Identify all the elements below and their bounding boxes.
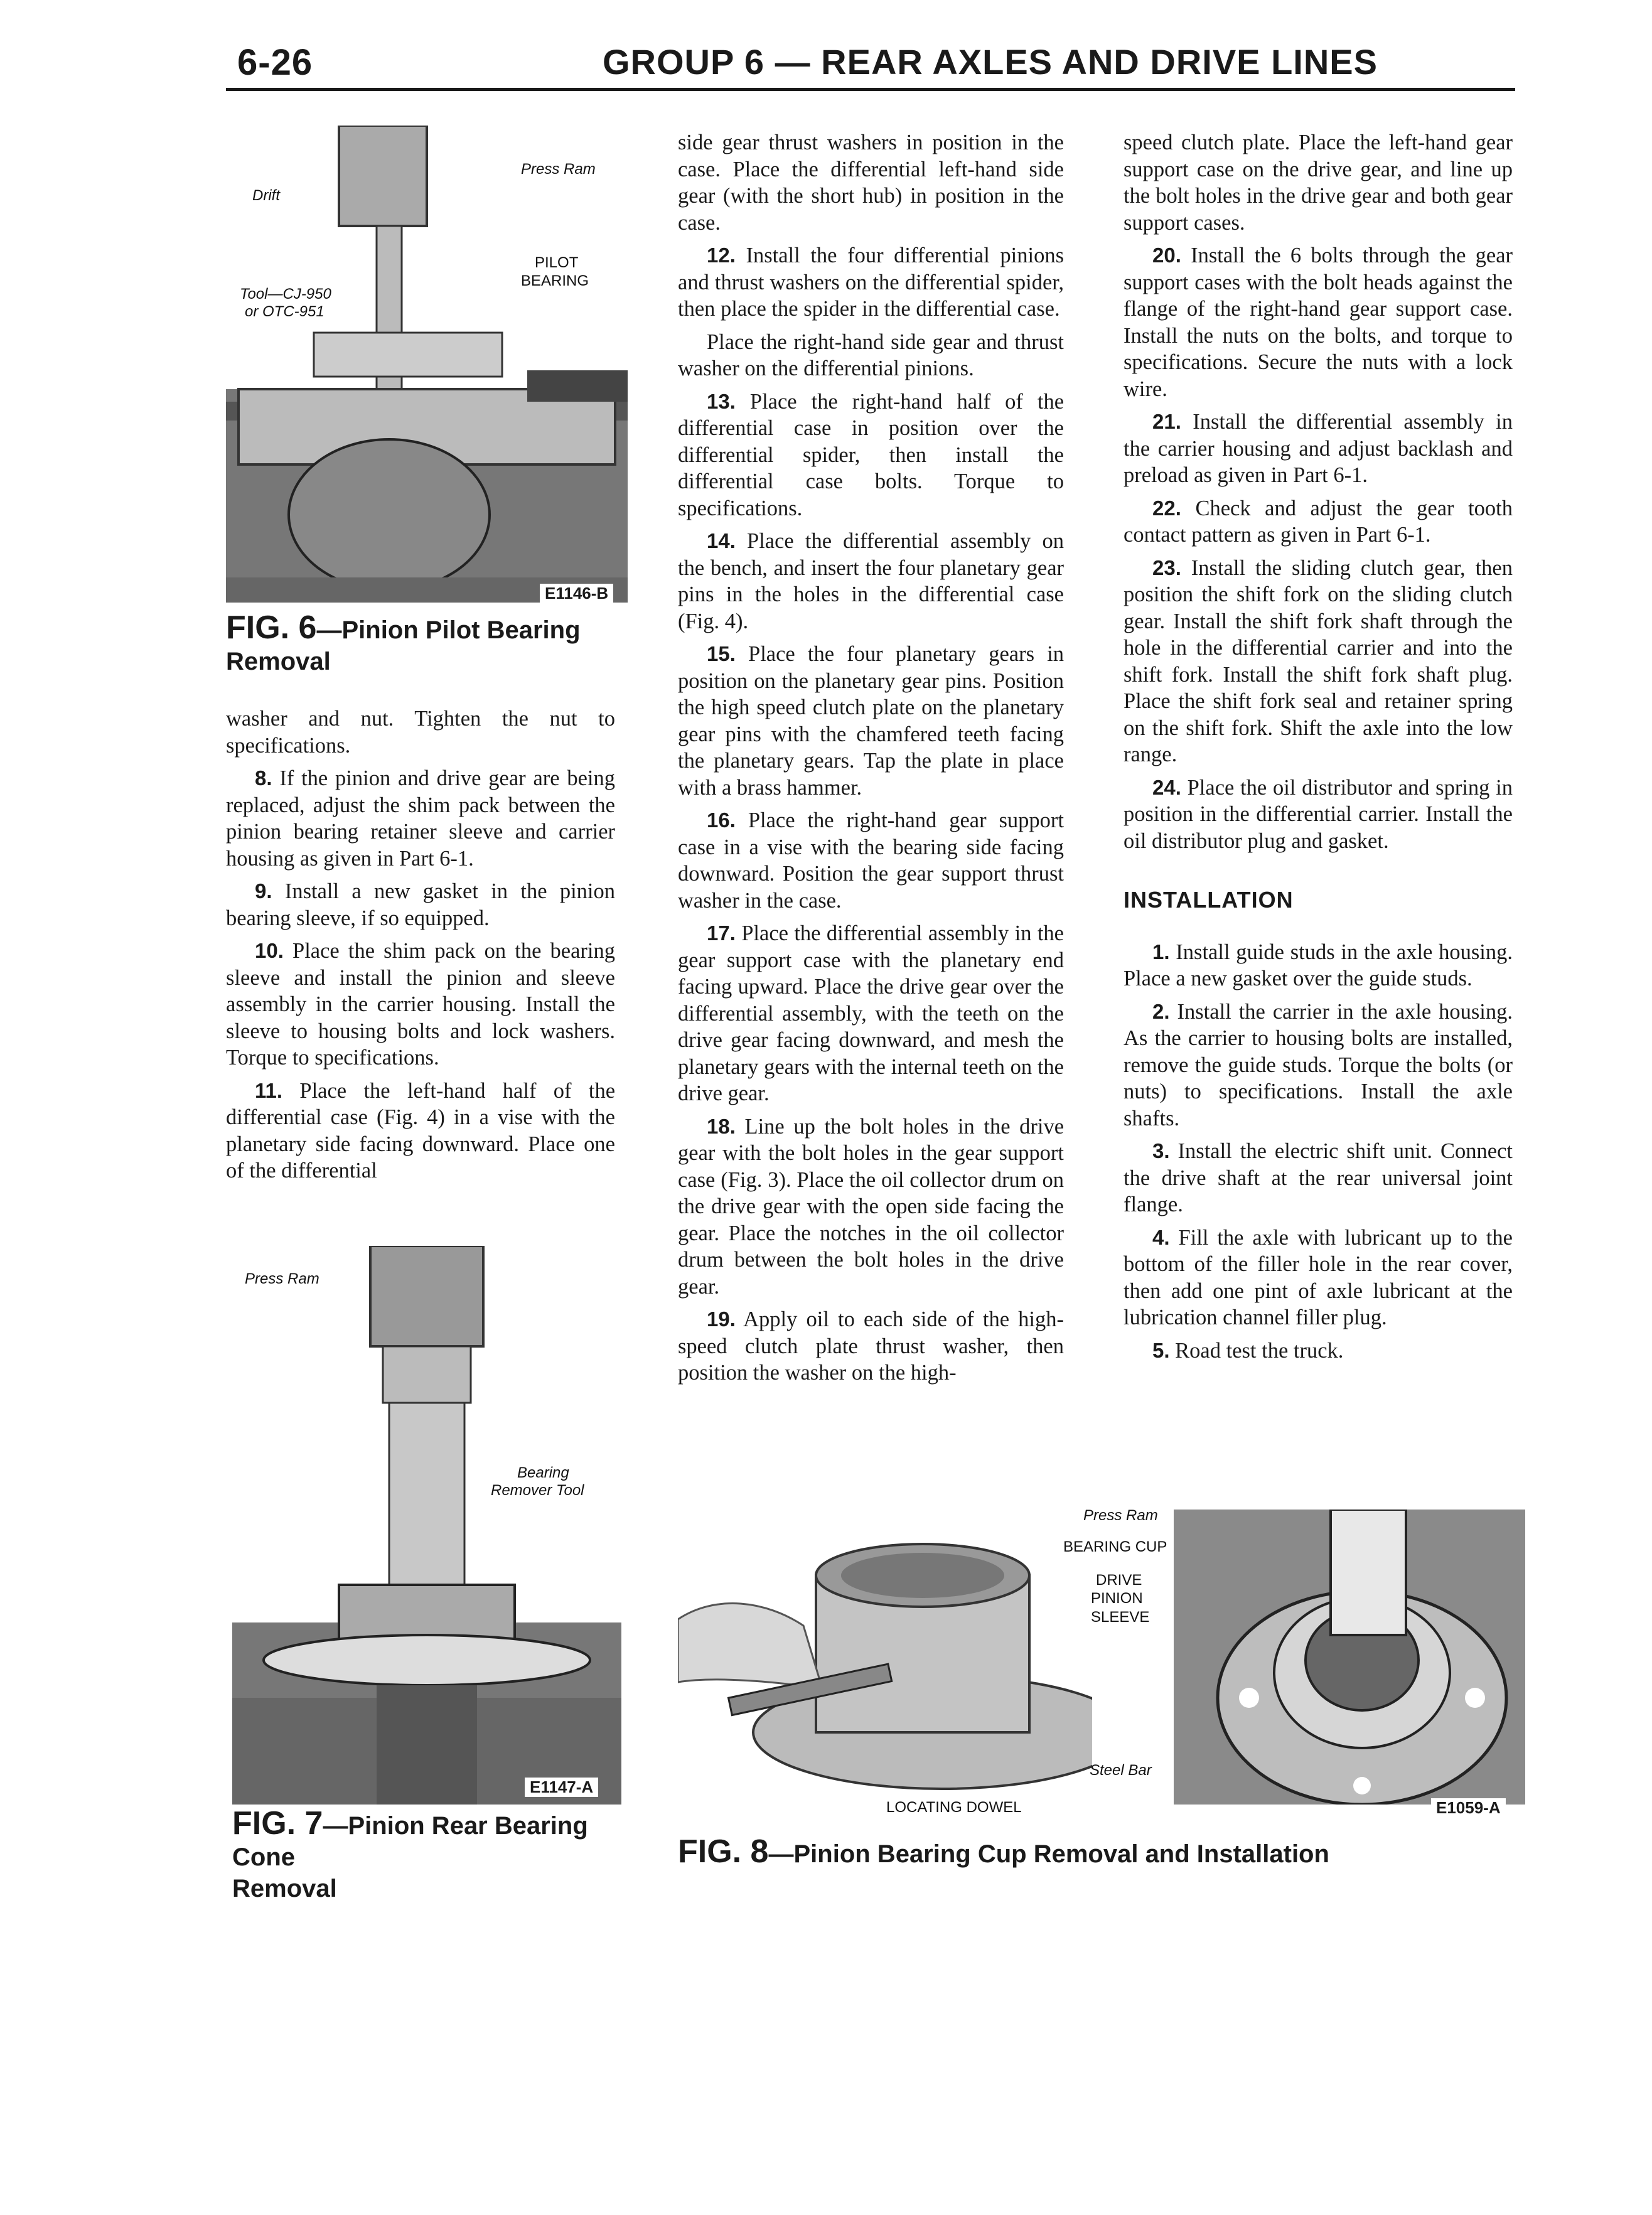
fig7-illustration xyxy=(232,1246,621,1805)
fig7-caption xyxy=(232,1805,634,1904)
col3-step-22: 22. Check and adjust the gear tooth contact pattern as given in Part 6-1. xyxy=(1124,496,1513,547)
col3-continuation: speed clutch plate. Place the left-hand gear support case on the drive gear, and line up the bolt holes in the drive gear and both gear support cases. xyxy=(1124,131,1513,235)
fig8-photo-right xyxy=(1174,1510,1525,1805)
col2-paragraph: Place the right-hand side gear and thrust washer on the differential pinions. xyxy=(678,330,1064,380)
column-1 xyxy=(226,705,615,1191)
fig6-label-tool-2: or OTC-951 xyxy=(245,303,324,320)
col2-step-19: 19. Apply oil to each side of the high-speed clutch plate thrust washer, then position the washer on the high- xyxy=(678,1307,1064,1385)
col2-step-18: 18. Line up the bolt holes in the drive gear with the bolt holes in the gear support case (Fig. 3). Place the oil collector drum on the drive gear with the open side facing the gear. Place the notches in the oil collector drum between the bolt holes in the drive gear. xyxy=(678,1114,1065,1299)
fig7-caption-fig: FIG. 7 xyxy=(232,1805,323,1842)
col1-step-10: 10. Place the shim pack on the bearing sleeve and install the pinion and sleeve assembly in the carrier housing. Install the sleeve to housing bolts and lock washers. Torque to specifications. xyxy=(226,939,615,1070)
fig6-photo xyxy=(226,126,628,603)
fig8-photo-left xyxy=(678,1525,1092,1801)
col3-step-24: 24. Place the oil distributor and spring in position in the differential carrier. Install the oil distributor plug and gasket. xyxy=(1124,775,1513,853)
fig8-caption xyxy=(678,1833,1431,1870)
col1-step-8: 8. If the pinion and drive gear are being replaced, adjust the shim pack between the pinion bearing retainer sleeve and carrier housing as given in Part 6-1. xyxy=(226,766,616,871)
installation-step-4: 4. Fill the axle with lubricant up to the bottom of the filler hole in the rear cover, then add one pint of axle lubricant at the lubrication channel filler plug. xyxy=(1124,1225,1513,1329)
fig6-caption-line2: Removal xyxy=(226,648,331,675)
col2-continuation: side gear thrust washers in position in the case. Place the differential left-hand side gear (with the short hub) in position in the case. xyxy=(678,131,1064,235)
fig7-photo xyxy=(232,1246,621,1805)
col1-step-9: 9. Install a new gasket in the pinion bearing sleeve, if so equipped. xyxy=(226,879,615,930)
fig8-label-steel-bar: Steel Bar xyxy=(1090,1762,1152,1779)
col1-step-11: 11. Place the left-hand half of the differential case (Fig. 4) in a vise with the planetary side facing downward. Place one of the differential xyxy=(226,1078,616,1183)
fig6-label-pilot-2: BEARING xyxy=(521,272,589,289)
header-rule xyxy=(226,88,1515,91)
fig7-label-bearing-1: Bearing xyxy=(517,1464,569,1481)
fig8-caption-fig: FIG. 8 xyxy=(678,1833,769,1870)
fig7-caption-line2: Removal xyxy=(232,1875,337,1902)
fig8-caption-rest: —Pinion Bearing Cup Removal and Installation xyxy=(768,1840,1329,1868)
fig6-illustration xyxy=(226,126,628,603)
fig8-code: E1059-A xyxy=(1431,1798,1506,1818)
fig6-label-drift: Drift xyxy=(252,187,280,204)
col2-step-17: 17. Place the differential assembly in the gear support case with the planetary end facing upward. Place the drive gear over the differential assembly, with the teeth on the drive gear facing downward, and mesh the planetary gears with the internal teeth on the drive gear. xyxy=(678,921,1064,1105)
fig6-label-tool-1: Tool—CJ-950 xyxy=(240,286,331,303)
fig7-code: E1147-A xyxy=(525,1778,598,1797)
fig6-caption-fig: FIG. 6 xyxy=(226,609,317,646)
fig8-label-drive-3: SLEEVE xyxy=(1091,1609,1150,1626)
col3-step-21: 21. Install the differential assembly in the carrier housing and adjust backlash and preload as given in Part 6-1. xyxy=(1124,410,1513,487)
col2-step-16: 16. Place the right-hand gear support case in a vise with the bearing side facing downward. Position the gear support thrust washer in the case. xyxy=(678,808,1064,913)
column-3 xyxy=(1124,129,1513,1370)
page-number: 6-26 xyxy=(237,42,313,83)
col2-step-14: 14. Place the differential assembly on the bench, and insert the four planetary gear pins in the holes in the differential case (Fig. 4). xyxy=(678,529,1064,633)
fig6-caption xyxy=(226,609,628,677)
installation-step-3: 3. Install the electric shift unit. Connect the drive shaft at the rear universal joint flange. xyxy=(1124,1139,1513,1216)
col3-step-23: 23. Install the sliding clutch gear, then position the shift fork on the sliding clutch gear. Install the shift fork shaft through the hole in the differential carrier and into the shift fork. Install the shift fork shaft plug. Place the shift fork seal and retainer spring on the shift fork. Shift the axle into the low range. xyxy=(1124,555,1513,766)
fig7-label-bearing-2: Remover Tool xyxy=(491,1482,584,1499)
col2-step-13: 13. Place the right-hand half of the differential case in position over the differential spider, then install the differential case bolts. Torque to specifications. xyxy=(678,389,1065,520)
col2-step-15: 15. Place the four planetary gears in position on the planetary gear pins. Position the high speed clutch plate on the planetary gear pins with the chamfered teeth facing the planetary gears. Tap the plate in place with a brass hammer. xyxy=(678,642,1065,800)
col1-continuation: washer and nut. Tighten the nut to specifications. xyxy=(226,707,615,758)
fig6-label-press-ram: Press Ram xyxy=(521,161,596,178)
fig7-label-press-ram: Press Ram xyxy=(245,1270,319,1287)
fig8-label-locating-dowel: LOCATING DOWEL xyxy=(886,1799,1022,1816)
installation-step-2: 2. Install the carrier in the axle housing. As the carrier to housing bolts are installed, remove the guide studs. Torque the bolts (or nuts) to specifications. Install the axle shafts. xyxy=(1124,999,1513,1130)
installation-step-1: 1. Install guide studs in the axle housing. Place a new gasket over the guide studs. xyxy=(1124,940,1513,990)
installation-heading: INSTALLATION xyxy=(1124,887,1294,913)
col3-step-20: 20. Install the 6 bolts through the gear support cases with the bolt heads against the flange of the right-hand gear support case. Install the nuts on the bolts, and torque to specifications. Secure the nuts with a lock wire. xyxy=(1124,244,1513,401)
column-2 xyxy=(678,129,1064,1393)
fig8-label-drive-2: PINION xyxy=(1091,1590,1143,1607)
col2-step-12: 12. Install the four differential pinions and thrust washers on the differential spider, then place the spider in the differential case. xyxy=(678,244,1064,321)
fig8-illustration-left xyxy=(678,1525,1092,1801)
running-head: GROUP 6 — REAR AXLES AND DRIVE LINES xyxy=(603,42,1378,82)
fig6-caption-line1: —Pinion Pilot Bearing xyxy=(316,616,581,644)
fig6-code: E1146-B xyxy=(540,584,613,603)
installation-step-5: 5. Road test the truck. xyxy=(1152,1338,1344,1363)
fig8-label-press-ram: Press Ram xyxy=(1083,1507,1158,1524)
fig8-label-drive-1: DRIVE xyxy=(1096,1572,1142,1589)
fig6-label-pilot-1: PILOT xyxy=(535,254,579,271)
fig8-illustration-right xyxy=(1174,1510,1525,1805)
fig7-caption-line1: —Pinion Rear Bearing Cone xyxy=(232,1812,588,1871)
fig8-label-bearing-cup: BEARING CUP xyxy=(1063,1538,1167,1555)
